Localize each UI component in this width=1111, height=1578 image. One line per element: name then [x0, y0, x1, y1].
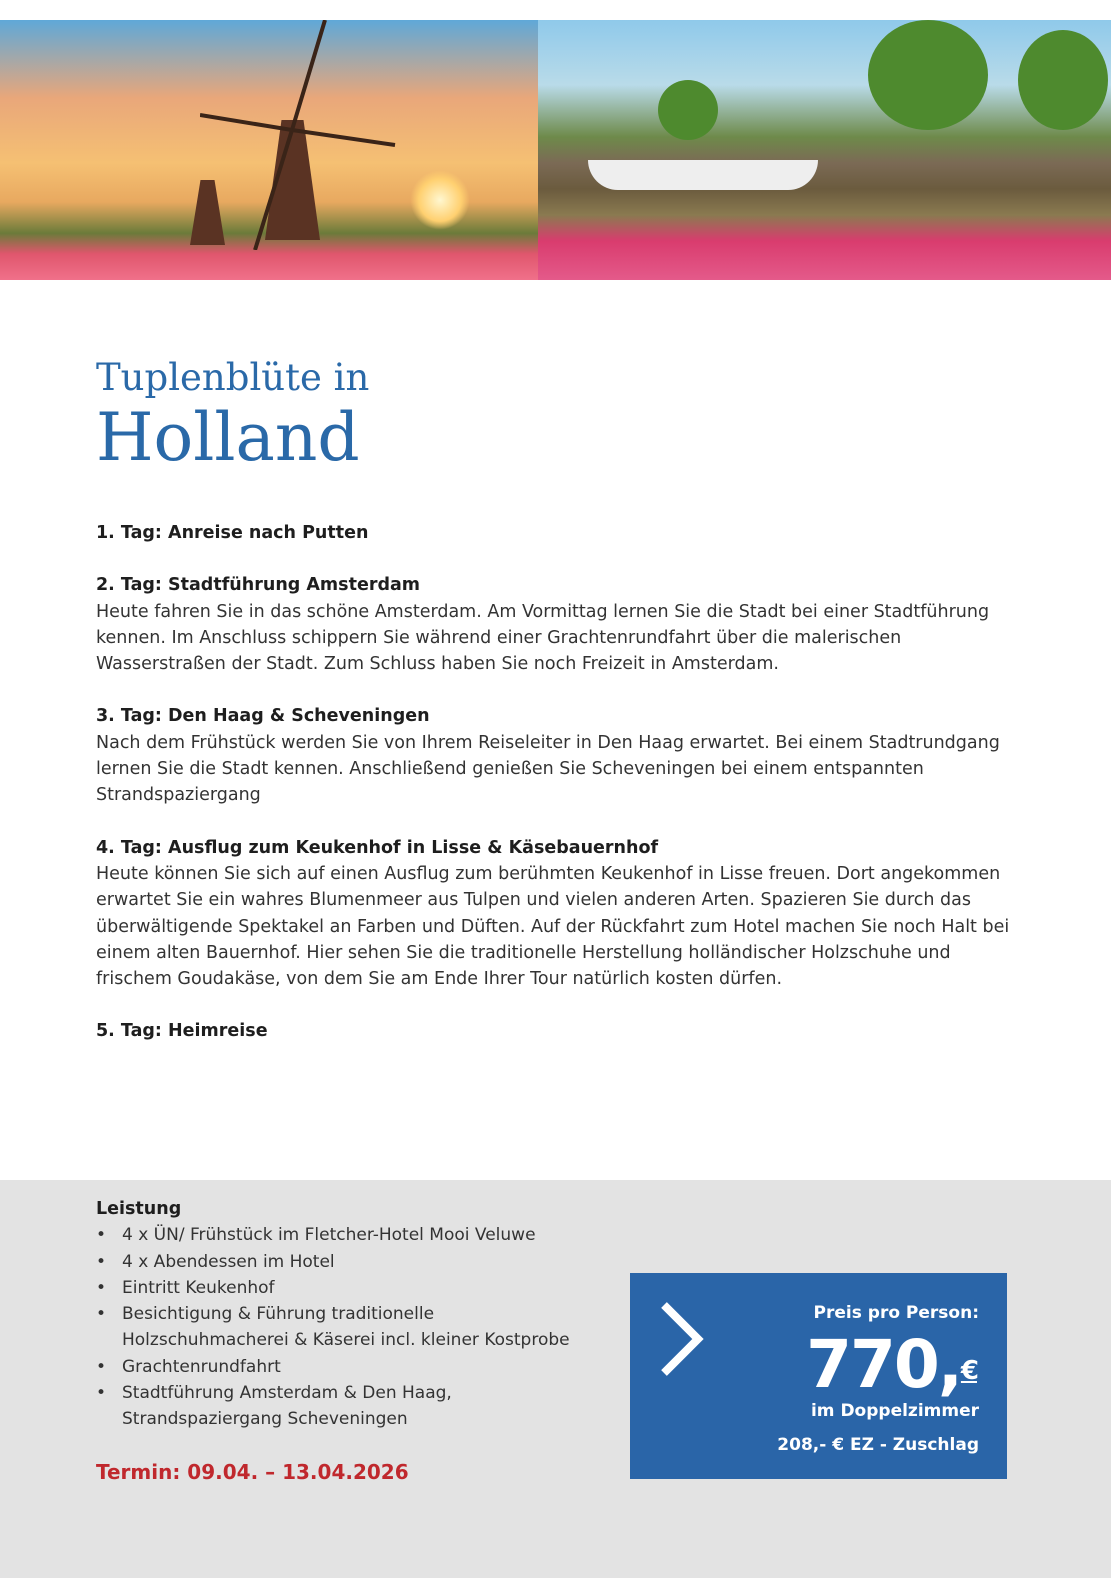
- itinerary: [96, 520, 1016, 1071]
- price-currency: €: [960, 1356, 977, 1386]
- hero-images: [0, 20, 1111, 280]
- title-line-1: Tuplenblüte in: [96, 356, 370, 399]
- services-list: [96, 1196, 576, 1433]
- day-2: [96, 572, 1016, 677]
- day-1: [96, 520, 1016, 546]
- day-heading: 2. Tag: Stadtführung Amsterdam: [96, 575, 421, 596]
- day-text: Nach dem Frühstück werden Sie von Ihrem Reiseleiter in Den Haag erwartet. Bei einem Stadtrundgang lernen Sie die Stadt kennen. Anschließend genießen Sie Scheveningen bei einem entspannten Strandspaziergang: [96, 732, 1000, 806]
- chevron-right-icon: [658, 1301, 704, 1377]
- price-amount: [806, 1325, 977, 1405]
- day-heading: 5. Tag: Heimreise: [96, 1021, 268, 1042]
- service-item: • Grachtenrundfahrt: [96, 1354, 576, 1380]
- page-title: [96, 355, 369, 475]
- day-4: [96, 835, 1016, 993]
- day-heading: 4. Tag: Ausflug zum Keukenhof in Lisse & Käsebauernhof: [96, 837, 659, 858]
- price-box: [630, 1273, 1007, 1479]
- date-range: Termin: 09.04. – 13.04.2026: [96, 1460, 409, 1484]
- single-surcharge: 208,- € EZ - Zuschlag: [777, 1435, 979, 1455]
- day-heading: 1. Tag: Anreise nach Putten: [96, 523, 369, 543]
- price-value: 770,: [806, 1326, 961, 1403]
- amsterdam-canal-photo: [538, 20, 1111, 280]
- day-heading: 3. Tag: Den Haag & Scheveningen: [96, 706, 430, 727]
- service-item: • Stadtführung Amsterdam & Den Haag, Strandspaziergang Scheveningen: [96, 1380, 456, 1433]
- service-item: • Besichtigung & Führung traditionelle Holzschuhmacherei & Käserei incl. kleiner Kostprobe: [96, 1301, 576, 1354]
- day-text: Heute können Sie sich auf einen Ausflug zum berühmten Keukenhof in Lisse freuen. Dort angekommen erwartet Sie ein wahres Blumenmeer aus Tulpen und vielen anderen Arten. Spazieren Sie durch das überwältigende Spektakel an Farben und Düften. Auf der Rückfahrt zum Hotel machen Sie noch Halt bei einem alten Bauernhof. Hier sehen Sie die traditionelle Herstellung holländischer Holzschuhe und frischem Goudakäse, von dem Sie am Ende Ihrer Tour natürlich kosten dürfen.: [96, 863, 1010, 990]
- service-item: • 4 x ÜN/ Frühstück im Fletcher-Hotel Mooi Veluwe: [96, 1222, 576, 1248]
- day-5: [96, 1018, 1016, 1044]
- title-line-2: Holland: [96, 399, 360, 476]
- service-item: • Eintritt Keukenhof: [96, 1275, 576, 1301]
- services-heading: Leistung: [96, 1199, 182, 1219]
- service-item: • 4 x Abendessen im Hotel: [96, 1249, 576, 1275]
- day-text: Heute fahren Sie in das schöne Amsterdam. Am Vormittag lernen Sie die Stadt bei einer Stadtführung kennen. Im Anschluss schippern Sie während einer Grachtenrundfahrt über die malerischen Wasserstraßen der Stadt. Zum Schluss haben Sie noch Freizeit in Amsterdam.: [96, 601, 990, 675]
- price-label: Preis pro Person:: [813, 1303, 979, 1323]
- room-type: im Doppelzimmer: [810, 1401, 979, 1421]
- day-3: [96, 703, 1016, 808]
- windmill-photo: [0, 20, 538, 280]
